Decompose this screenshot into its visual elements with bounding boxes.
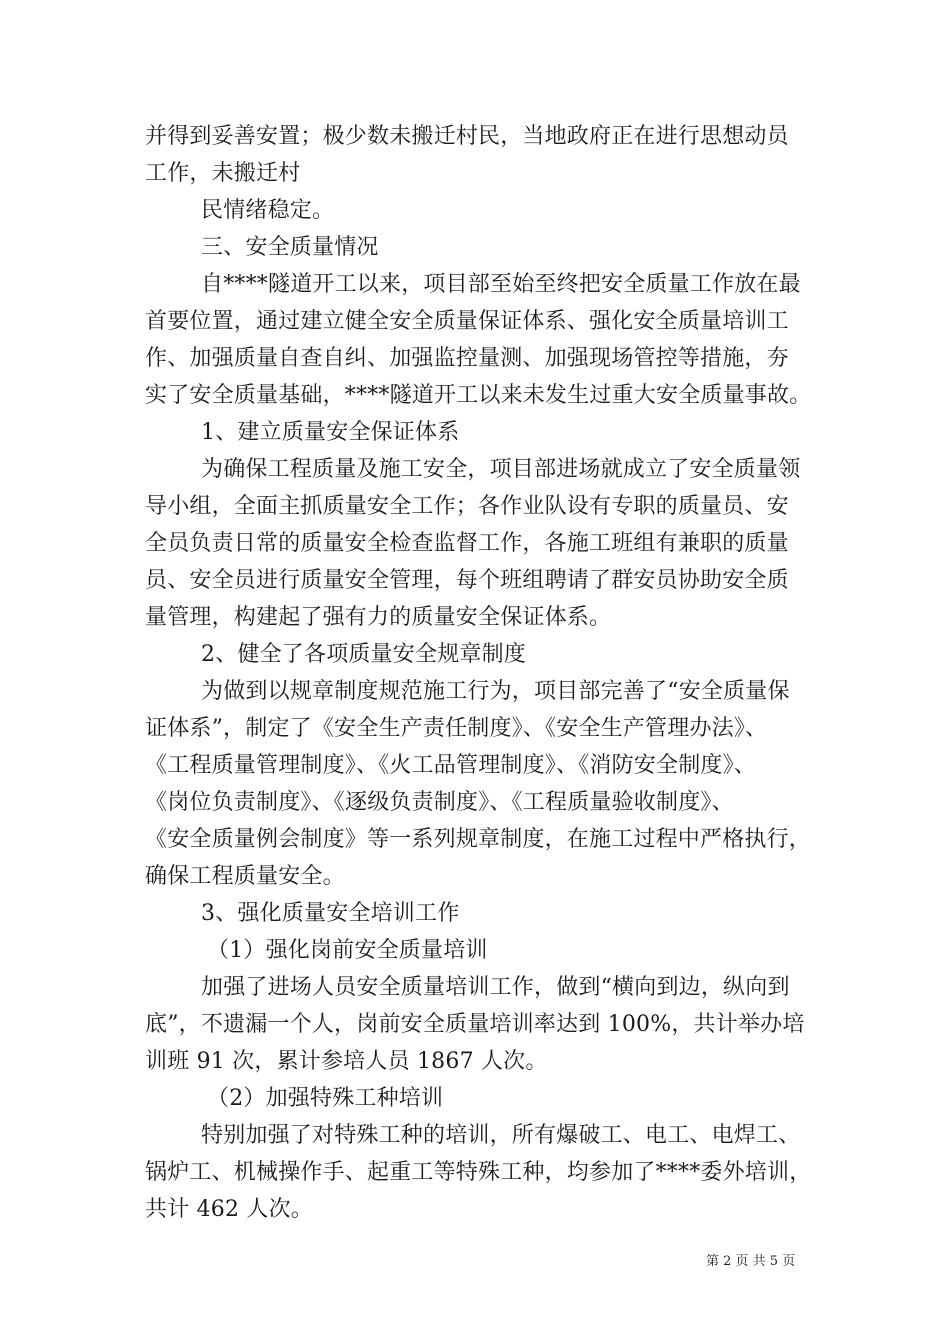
text-line: 实了安全质量基础，****隧道开工以来未发生过重大安全质量事故。 <box>145 383 812 408</box>
text-line: 锅炉工、机械操作手、起重工等特殊工种，均参加了****委外培训， <box>145 1160 812 1185</box>
paragraph-start: 特别加强了对特殊工种的培训，所有爆破工、电工、电焊工、 <box>201 1123 801 1148</box>
text-line: 导小组，全面主抓质量安全工作；各作业队设有专职的质量员、安 <box>145 494 789 519</box>
paragraph-start: 加强了进场人员安全质量培训工作，做到“横向到边，纵向到 <box>201 975 790 1000</box>
text-line: 首要位置，通过建立健全安全质量保证体系、强化安全质量培训工 <box>145 309 789 334</box>
paragraph-start: 自****隧道开工以来，项目部至始至终把安全质量工作放在最 <box>201 272 801 297</box>
text-line: 证体系”，制定了《安全生产责任制度》、《安全生产管理办法》、 <box>145 716 768 741</box>
text-line: 工作，未搬迁村 <box>145 161 301 186</box>
text-line: 底”，不遗漏一个人，岗前安全质量培训率达到 100%，共计举办培 <box>145 1012 805 1037</box>
text-line: 量管理，构建起了强有力的质量安全保证体系。 <box>145 605 612 630</box>
text-line: 《工程质量管理制度》、《火工品管理制度》、《消防安全制度》、 <box>145 753 757 778</box>
text-line: 共计 462 人次。 <box>145 1197 313 1222</box>
text-line: 确保工程质量安全。 <box>145 864 345 889</box>
text-line: 全员负责日常的质量安全检查监督工作，各施工班组有兼职的质量 <box>145 531 789 556</box>
subsection-heading: 2、健全了各项质量安全规章制度 <box>201 642 526 667</box>
sub-item-heading: （2）加强特殊工种培训 <box>207 1086 444 1111</box>
paragraph-start: 为做到以规章制度规范施工行为，项目部完善了“安全质量保 <box>201 679 790 704</box>
text-line: 《安全质量例会制度》等一系列规章制度，在施工过程中严格执行， <box>145 827 812 852</box>
subsection-heading: 1、建立质量安全保证体系 <box>201 420 460 445</box>
section-heading: 三、安全质量情况 <box>201 235 379 260</box>
text-line: 并得到妥善安置；极少数未搬迁村民，当地政府正在进行思想动员 <box>145 124 789 149</box>
text-line: 民情绪稳定。 <box>201 198 335 223</box>
sub-item-heading: （1）强化岗前安全质量培训 <box>207 938 488 963</box>
page-number: 第 2 页 共 5 页 <box>706 1254 796 1269</box>
document-body <box>145 118 815 1228</box>
text-line: 《岗位负责制度》、《逐级负责制度》、《工程质量验收制度》、 <box>145 790 734 815</box>
text-line: 员、安全员进行质量安全管理，每个班组聘请了群安员协助安全质 <box>145 568 789 593</box>
paragraph-start: 为确保工程质量及施工安全，项目部进场就成立了安全质量领 <box>201 457 801 482</box>
subsection-heading: 3、强化质量安全培训工作 <box>201 901 460 926</box>
text-line: 训班 91 次，累计参培人员 1867 人次。 <box>145 1049 548 1074</box>
text-line: 作、加强质量自查自纠、加强监控量测、加强现场管控等措施，夯 <box>145 346 789 371</box>
